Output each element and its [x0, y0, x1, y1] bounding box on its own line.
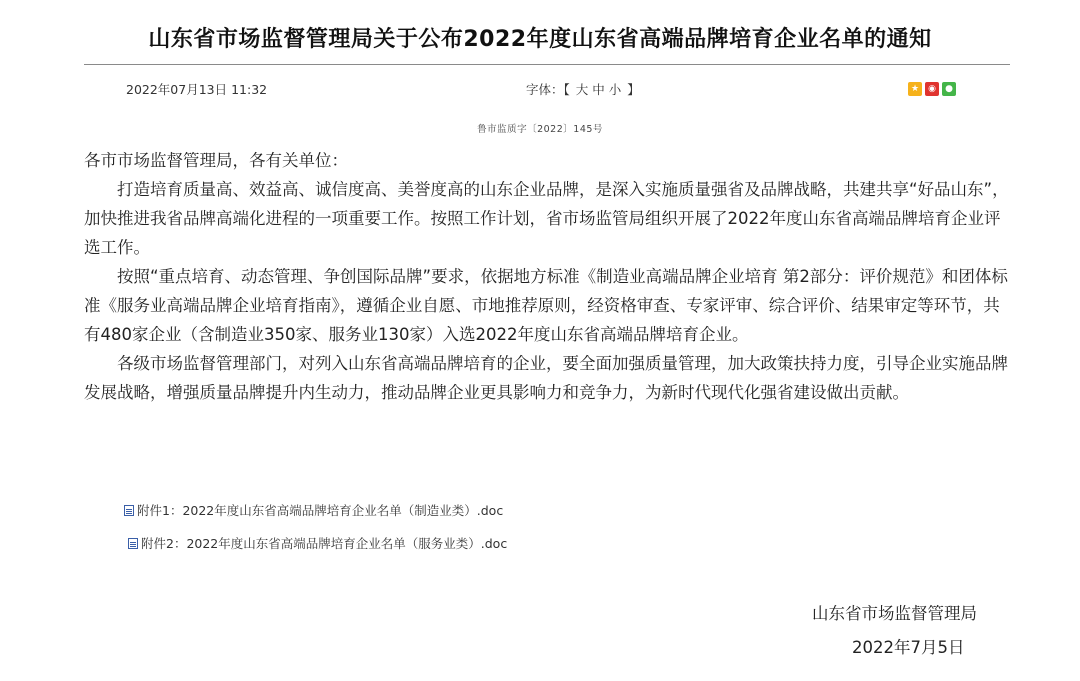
- font-bracket-close: 】: [627, 82, 640, 97]
- attachment-link-2[interactable]: [128, 533, 507, 553]
- doc-file-icon: [124, 505, 134, 516]
- font-size-selector: [526, 80, 640, 98]
- weibo-icon[interactable]: ◉: [925, 82, 939, 96]
- font-size-large[interactable]: 大: [575, 82, 589, 97]
- title-divider: [84, 64, 1010, 65]
- doc-file-icon: [128, 538, 138, 549]
- font-size-label: 字体：: [526, 82, 564, 97]
- attachment-label: 附件1：2022年度山东省高端品牌培育企业名单（制造业类）.doc: [137, 503, 504, 518]
- attachment-list: [124, 500, 507, 566]
- salutation: 各市市场监督管理局，各有关单位：: [84, 151, 348, 170]
- attachment-link-1[interactable]: [124, 500, 507, 520]
- paragraph-1: 打造培育质量高、效益高、诚信度高、美誉度高的山东企业品牌，是深入实施质量强省及品牌战略，共建共享“好品山东”，加快推进我省品牌高端化进程的一项重要工作。按照工作计划，省市场监管局组织开展了2022年度山东省高端品牌培育企业评选工作。: [84, 180, 1009, 257]
- paragraph-3: 各级市场监督管理部门，对列入山东省高端品牌培育的企业，要全面加强质量管理，加大政策扶持力度，引导企业实施品牌发展战略，增强质量品牌提升内生动力，推动品牌企业更具影响力和竞争力，为新时代现代化强省建设做出贡献。: [84, 354, 1008, 402]
- signature-org: 山东省市场监督管理局: [812, 604, 977, 623]
- paragraph-2: 按照“重点培育、动态管理、争创国际品牌”要求，依据地方标准《制造业高端品牌企业培育 第2部分：评价规范》和团体标准《服务业高端品牌企业培育指南》，遵循企业自愿、市地推荐原则，经资格审查、专家评审、综合评价、结果审定等环节，共有480家企业（含制造业350家、服务业130家）入选2022年度山东省高端品牌培育企业。: [84, 267, 1008, 344]
- document-number: 鲁市监质字〔2022〕145号: [477, 124, 603, 135]
- qzone-icon[interactable]: ★: [908, 82, 922, 96]
- font-size-small[interactable]: 小: [608, 82, 622, 97]
- page-title: 山东省市场监督管理局关于公布2022年度山东省高端品牌培育企业名单的通知: [148, 27, 932, 52]
- wechat-icon[interactable]: ●: [942, 82, 956, 96]
- notice-body: [84, 146, 1010, 407]
- share-toolbar: [908, 82, 956, 96]
- font-bracket-open: 【: [563, 82, 570, 97]
- font-size-medium[interactable]: 中: [592, 82, 605, 97]
- publish-time: 2022年07月13日 11:32: [126, 82, 268, 97]
- signature-date: 2022年7月5日: [852, 638, 965, 657]
- attachment-label: 附件2：2022年度山东省高端品牌培育企业名单（服务业类）.doc: [141, 536, 508, 551]
